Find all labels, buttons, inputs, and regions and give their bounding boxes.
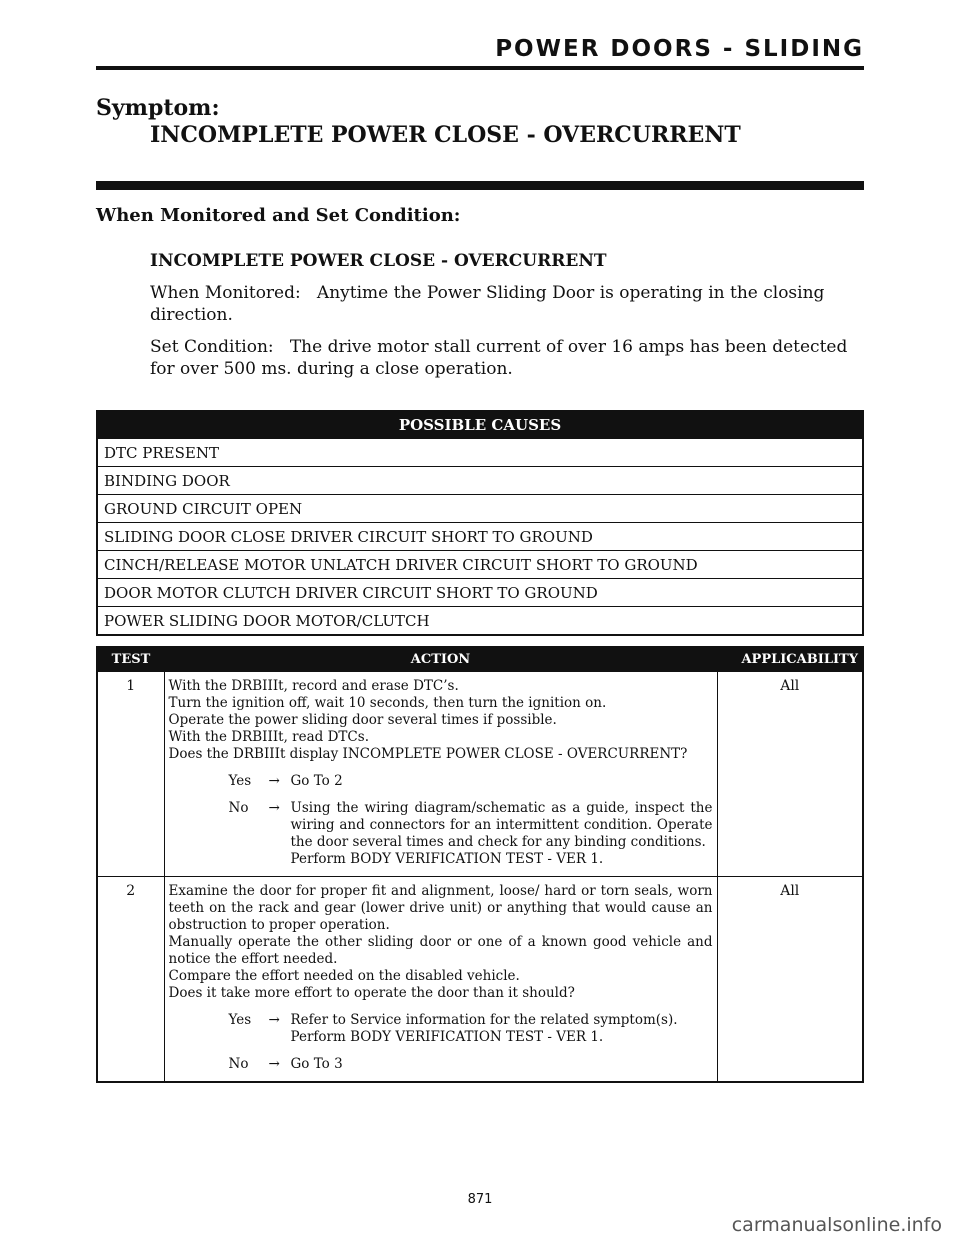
action-line: Operate the power sliding door several times if possible.: [168, 712, 557, 728]
cause-item: SLIDING DOOR CLOSE DRIVER CIRCUIT SHORT TO GROUND: [98, 522, 862, 550]
header-rule: [96, 66, 864, 70]
test-number: 2: [98, 877, 164, 1082]
causes-heading: POSSIBLE CAUSES: [98, 412, 862, 438]
no-answer: [169, 1056, 713, 1073]
symptom-label: Symptom:: [96, 95, 220, 121]
no-label: No: [228, 800, 249, 816]
symptom-rule: [96, 181, 864, 190]
cause-item: GROUND CIRCUIT OPEN: [98, 494, 862, 522]
action-line: Does the DRBIIIt display INCOMPLETE POWER CLOSE - OVERCURRENT?: [168, 746, 688, 762]
yes-label: Yes: [228, 1012, 252, 1028]
test-action: [164, 672, 717, 877]
arrow-icon: →: [268, 1056, 280, 1072]
possible-causes-box: [96, 410, 864, 636]
test-table: [98, 648, 862, 1081]
no-result: Using the wiring diagram/schematic as a guide, inspect the wiring and connectors for an intermittent condition. Operate the door several times and check for any binding conditions. Perform BODY VERIFICATION TEST - VER 1.: [290, 800, 713, 867]
col-test: TEST: [98, 648, 164, 672]
test-action: [164, 877, 717, 1082]
monitor-block: [150, 250, 864, 390]
action-line: Manually operate the other sliding door or one of a known good vehicle and notice the effort needed.: [168, 934, 713, 967]
yes-answer: [169, 1012, 713, 1046]
section-title: POWER DOORS - SLIDING: [495, 36, 864, 62]
page-number: 871: [467, 1192, 493, 1207]
cause-item: DOOR MOTOR CLUTCH DRIVER CIRCUIT SHORT TO GROUND: [98, 578, 862, 606]
action-line: With the DRBIIIt, read DTCs.: [168, 729, 369, 745]
cause-item: BINDING DOOR: [98, 466, 862, 494]
cause-item: POWER SLIDING DOOR MOTOR/CLUTCH: [98, 606, 862, 634]
no-answer: [169, 800, 713, 868]
cause-item: DTC PRESENT: [98, 438, 862, 466]
action-line: Turn the ignition off, wait 10 seconds, then turn the ignition on.: [168, 695, 607, 711]
action-line: Does it take more effort to operate the door than it should?: [168, 985, 575, 1001]
action-line: Examine the door for proper fit and alignment, loose/ hard or torn seals, worn teeth on the rack and gear (lower drive unit) or anything that would cause an obstruction to proper operation.: [168, 883, 713, 933]
monitor-heading: When Monitored and Set Condition:: [96, 205, 461, 226]
no-result: Go To 3: [290, 1056, 343, 1072]
action-line: Compare the effort needed on the disabled vehicle.: [168, 968, 520, 984]
yes-result: Go To 2: [290, 773, 343, 789]
test-number: 1: [98, 672, 164, 877]
yes-answer: [169, 773, 713, 790]
col-action: ACTION: [164, 648, 717, 672]
table-row: [98, 877, 862, 1082]
symptom-title: INCOMPLETE POWER CLOSE - OVERCURRENT: [150, 122, 741, 148]
arrow-icon: →: [268, 1012, 280, 1028]
arrow-icon: →: [268, 773, 280, 789]
no-label: No: [228, 1056, 249, 1072]
watermark: carmanualsonline.info: [731, 1214, 942, 1236]
action-line: With the DRBIIIt, record and erase DTC’s.: [168, 678, 459, 694]
when-monitored: When Monitored: Anytime the Power Sliding Door is operating in the closing direction.: [150, 283, 830, 325]
table-row: [98, 672, 862, 877]
col-applicability: APPLICABILITY: [717, 648, 862, 672]
monitor-code: INCOMPLETE POWER CLOSE - OVERCURRENT: [150, 251, 607, 271]
test-table-box: [96, 646, 864, 1083]
cause-item: CINCH/RELEASE MOTOR UNLATCH DRIVER CIRCUIT SHORT TO GROUND: [98, 550, 862, 578]
test-applicability: All: [717, 672, 862, 877]
yes-result: Refer to Service information for the related symptom(s). Perform BODY VERIFICATION TEST - VER 1.: [290, 1012, 678, 1045]
test-applicability: All: [717, 877, 862, 1082]
arrow-icon: →: [268, 800, 280, 816]
set-condition: Set Condition: The drive motor stall current of over 16 amps has been detected for over 500 ms. during a close operation.: [150, 337, 853, 379]
yes-label: Yes: [228, 773, 252, 789]
